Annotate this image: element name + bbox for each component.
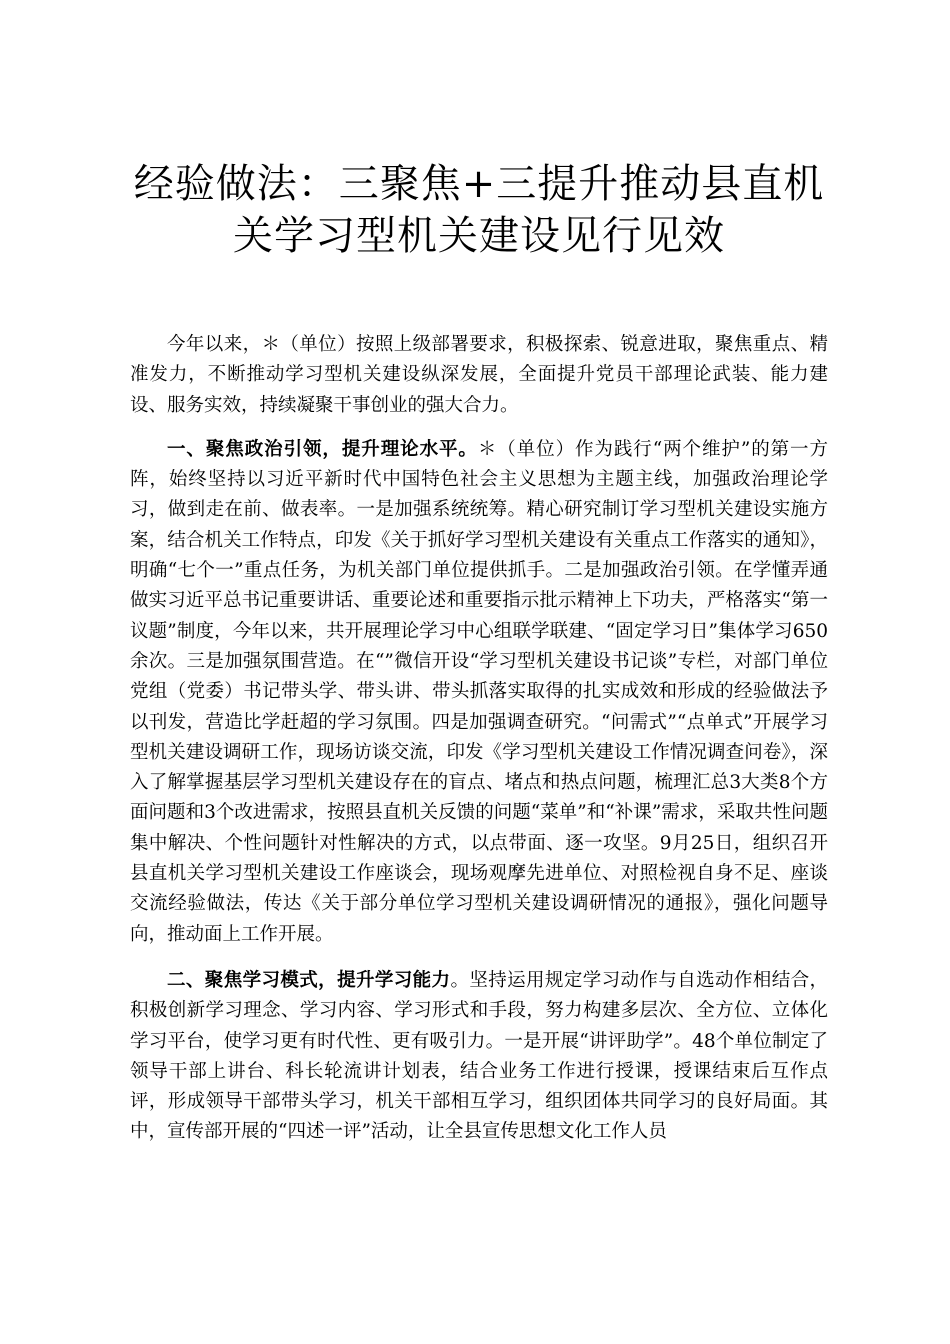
document-title: 经验做法：三聚焦+三提升推动县直机关学习型机关建设见行见效: [133, 161, 825, 259]
section-1-body: ＊（单位）作为践行“两个维护”的第一方阵，始终坚持以习近平新时代中国特色社会主义思想为主题主线，加强政治理论学习，做到走在前、做表率。一是加强系统统筹。精心研究制订学习型机关建设实施方案，结合机关工作特点，印发《关于抓好学习型机关建设有关重点工作落实的通知》，明确“七个一”重点任务，为机关部门单位提供抓手。二是加强政治引领。在学懂弄通做实习近平总书记重要讲话、重要论述和重要指示批示精神上下功夫，严格落实“第一议题”制度，今年以来，共开展理论学习中心组联学联建、“固定学习日”集体学习650余次。三是加强氛围营造。在“”微信开设“学习型机关建设书记谈”专栏，对部门单位党组（党委）书记带头学、带头讲、带头抓落实取得的扎实成效和形成的经验做法予以刊发，营造比学赶超的学习氛围。四是加强调查研究。“问需式”“点单式”开展学习型机关建设调研工作，现场访谈交流，印发《学习型机关建设工作情况调查问卷》，深入了解掌握基层学习型机关建设存在的盲点、堵点和热点问题，梳理汇总3大类8个方面问题和3个改进需求，按照县直机关反馈的问题“菜单”和“补课”需求，采取共性问题集中解决、个性问题针对性解决的方式，以点带面、逐一攻坚。9月25日，组织召开县直机关学习型机关建设工作座谈会，现场观摩先进单位、对照检视自身不足、座谈交流经验做法，传达《关于部分单位学习型机关建设调研情况的通报》，强化问题导向，推动面上工作开展。: [130, 438, 828, 945]
section-1-paragraph: [130, 435, 828, 950]
section-2-paragraph: [130, 966, 828, 1148]
document-page: [130, 158, 828, 1158]
section-1-heading: 一、聚焦政治引领，提升理论水平。: [167, 438, 478, 460]
intro-paragraph-text: 今年以来，＊（单位）按照上级部署要求，积极探索、锐意进取，聚焦重点、精准发力，不断推动学习型机关建设纵深发展，全面提升党员干部理论武装、能力建设、服务实效，持续凝聚干事创业的强大合力。: [130, 334, 828, 416]
section-2-heading: 二、聚焦学习模式，提升学习能力: [167, 969, 451, 991]
section-2-body: 。坚持运用规定学习动作与自选动作相结合，积极创新学习理念、学习内容、学习形式和手段，努力构建多层次、全方位、立体化学习平台，使学习更有时代性、更有吸引力。一是开展“讲评助学”。48个单位制定了领导干部上讲台、科长轮流讲计划表，结合业务工作进行授课，授课结束后互作点评，形成领导干部带头学习，机关干部相互学习，组织团体共同学习的良好局面。其中，宣传部开展的“四述一评”活动，让全县宣传思想文化工作人员: [130, 969, 828, 1143]
intro-paragraph: [130, 330, 828, 421]
